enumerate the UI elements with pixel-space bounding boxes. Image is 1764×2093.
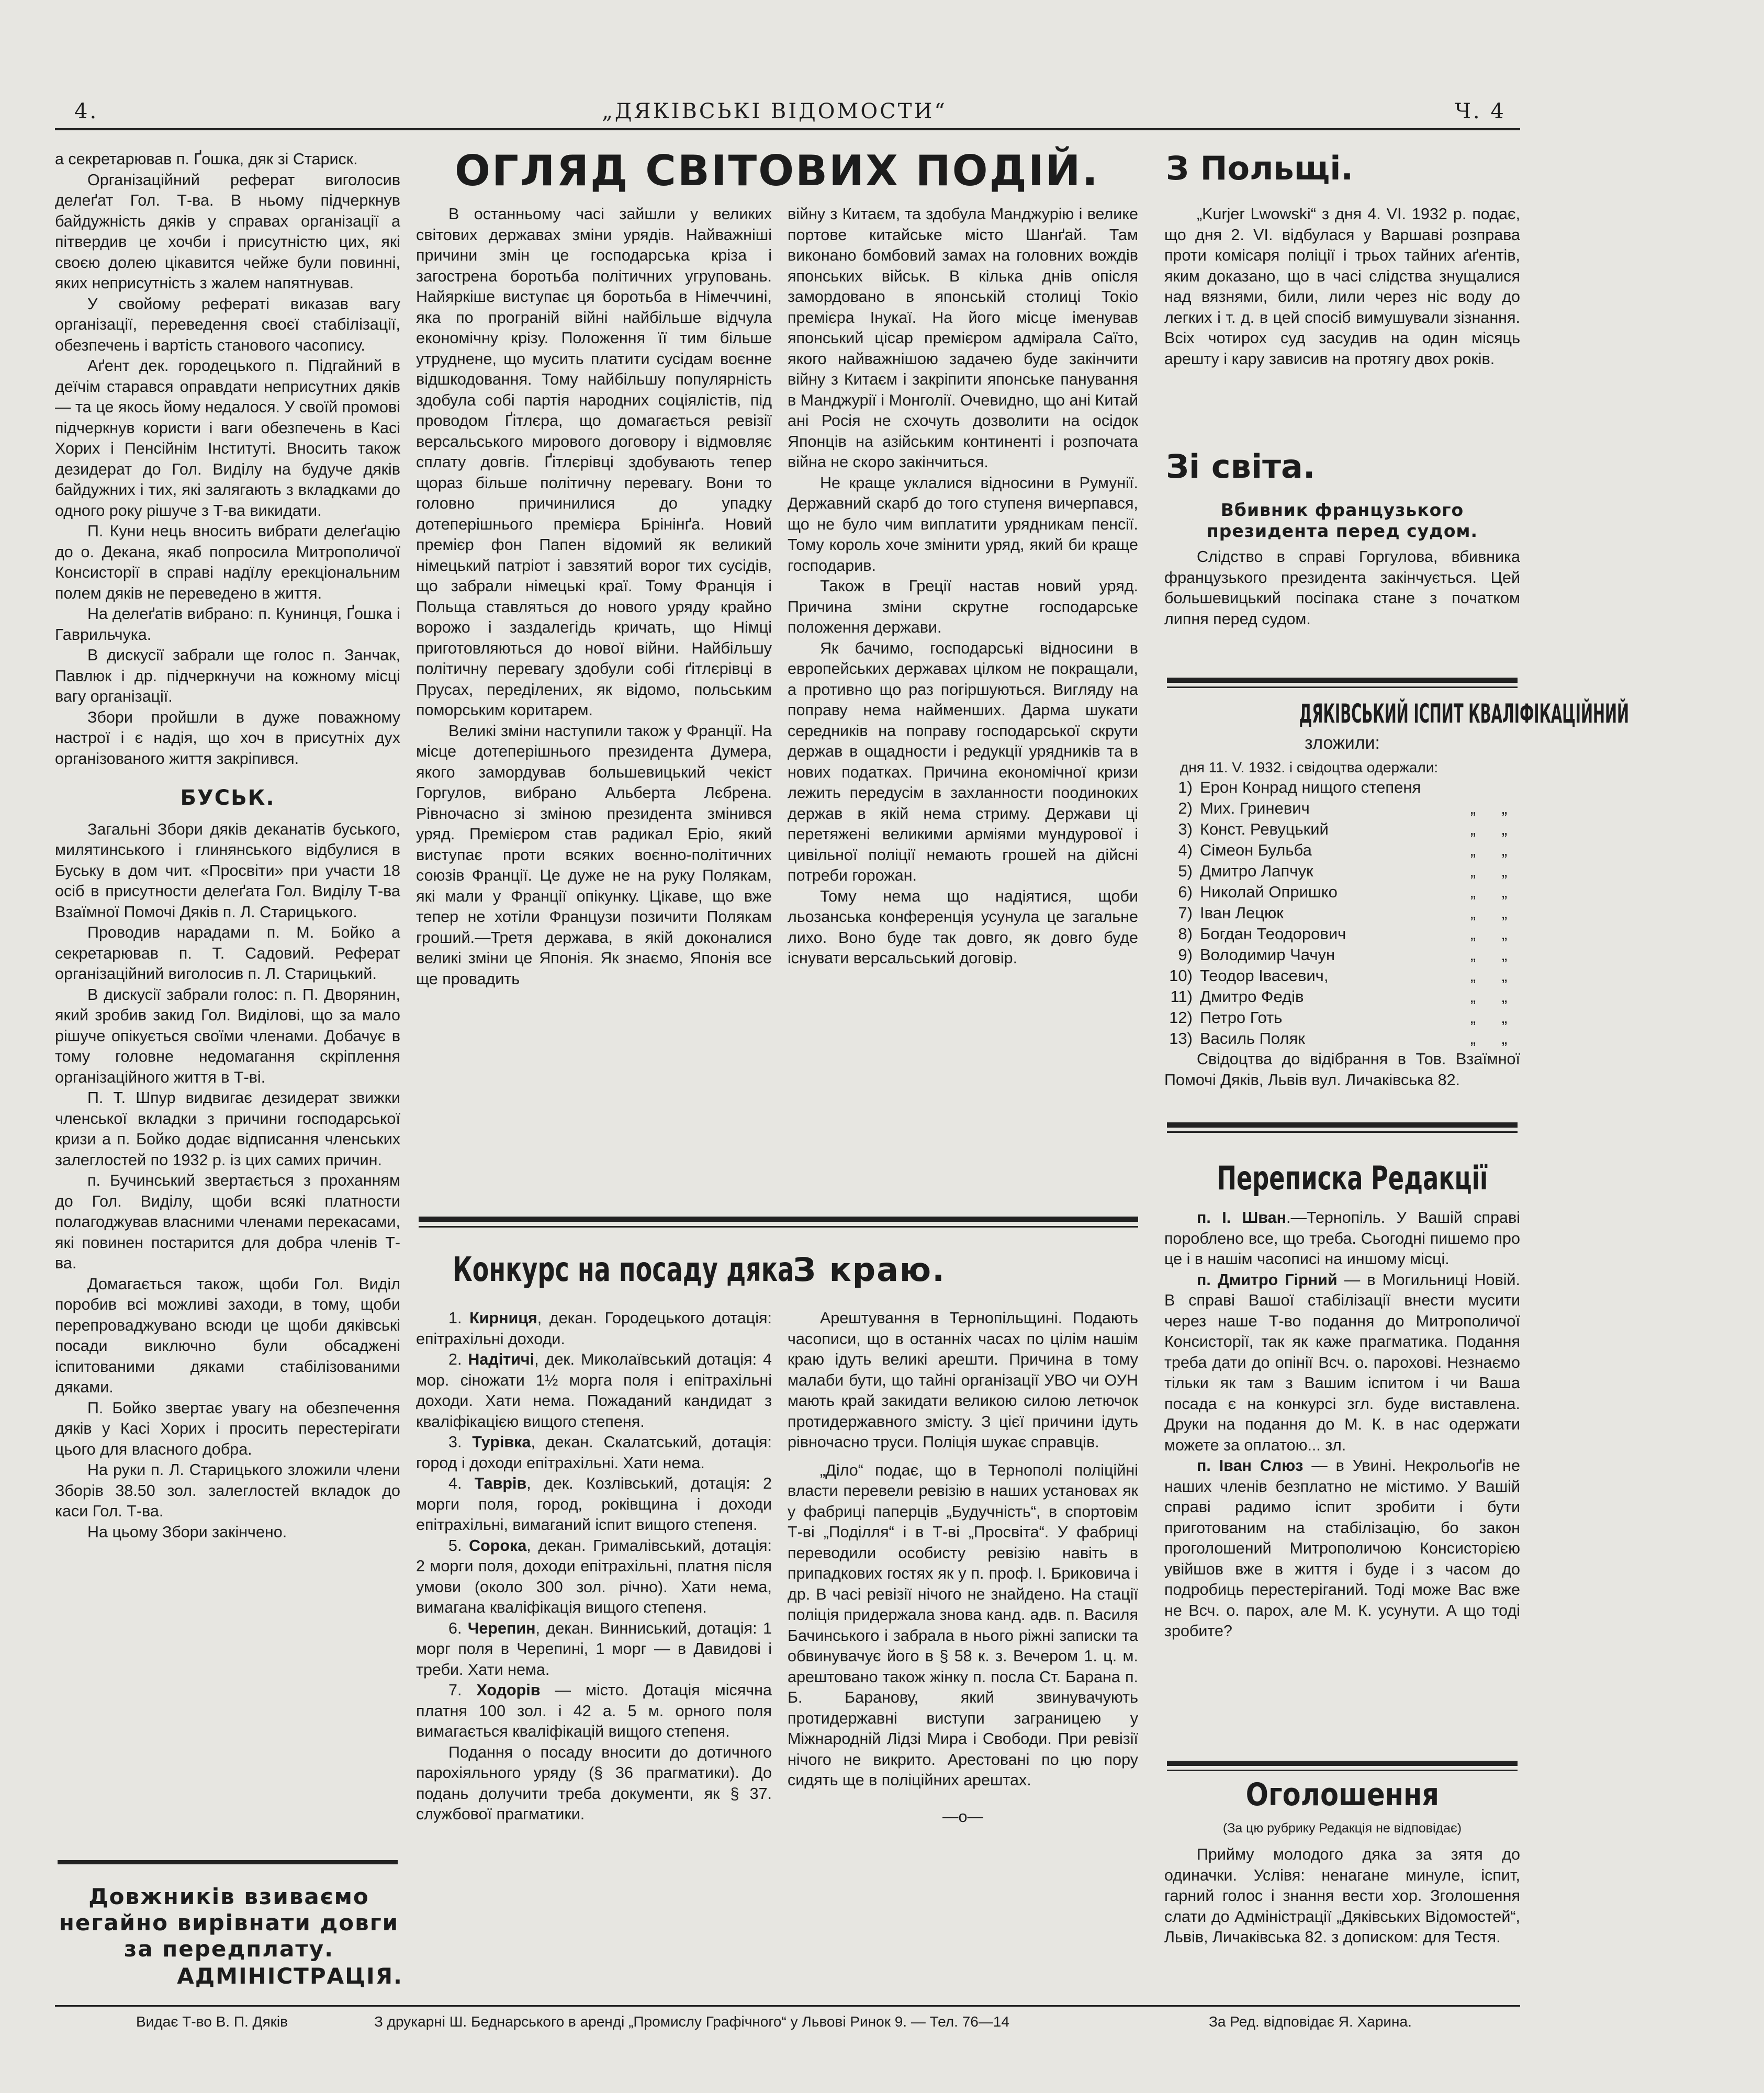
contest-item: 5. Сорока, декан. Грималівський, дотація: 2 морги поля, доходи епітрахільні, платня після умови (около 300 зол. річно). Хати нема, вимагана кваліфікація вищого степеня.: [416, 1536, 772, 1616]
paragraph: Збори пройшли в дуже поважному настрої і є надія, що хоч в присутніх дух організованого життя закріпився.: [55, 708, 400, 768]
exam-list-item: 2) Мих. Гриневич „ „: [1178, 799, 1508, 817]
paragraph: „Діло“ подає, що в Тернополі поліційні власти перевели ревізію в наших установах як у фабриці паперців „Будучність“, в спортовім Т-ві „Поділля“ і в Т-ві „Просвіта“. У фабриці переводили особисту ревізію навіть в припадкових гостях як у п. проф. І. Бриковича і др. В часі ревізії нічого не знайдено. На стації поліція придержала знова канд. адв. п. Василя Бачинського і забрала в нього ріжні записки та обвинувачує його в § 58 к. з. Вечером 1. ц. м. арештовано також жінку п. посла Ст. Барана п. Б. Баранову, який звинувачують протидержавні виступи заграницею у Міжнародній Лідзі Мира і Свободи. При ревізії нічого не викрито. Арестовані по цю пору сидять ще в поліційних арештах.: [788, 1461, 1138, 1789]
correspondence-column: [1164, 1208, 1520, 1642]
newspaper-title: „ДЯКІВСЬКІ ВІДОМОСТИ“: [602, 99, 947, 123]
paragraph: На делеґатів вибрано: п. Кунинця, Ґошка і Гаврильчука.: [55, 605, 400, 644]
world-events-title: ОГЛЯД СВІТОВИХ ПОДІЙ.: [455, 147, 1099, 195]
paragraph: Тому нема що надіятися, щоби льозанська конференція усунула це загальне лихо. Воно буде так довго, як довго буде існувати версальський договір.: [788, 887, 1138, 967]
contest-item: 3. Турівка, декан. Скалатський, дотація: город і доходи епітрахільні. Хати нема.: [416, 1433, 772, 1472]
exam-list-item: 5) Дмитро Лапчук „ „: [1178, 862, 1508, 880]
paragraph: Свідоцтва до відібрання в Тов. Взаїмної Помочі Дяків, Львів вул. Личаківська 82.: [1164, 1050, 1520, 1089]
exam-list-item: 6) Николай Опришко „ „: [1178, 883, 1508, 901]
paragraph: П. Т. Шпур видвигає дезидерат звижки членської вкладки з причини господарської кризи а п. Бойко додає відписання членських залеглостей по 1932 р. із цих самих причин.: [55, 1089, 400, 1169]
footer-editor: За Ред. відповідає Я. Харина.: [1209, 2013, 1412, 2030]
paragraph: Прийму молодого дяка за зятя до одиначки. Услівя: ненагане минуле, іспит, гарний голос і знання вести хор. Зголошення слати до Адміністрації „Дяківських Відомостей“, Львів, Личаківська 82. з дописком: для Тестя.: [1164, 1846, 1520, 1946]
paragraph: Подання о посаду вносити до дотичного парохіяльного уряду (§ 36 прагматики). До подань долучити треба документи, як § 37. службової прагматики.: [416, 1743, 772, 1823]
exam-rule-bottom: [1167, 1122, 1518, 1128]
paragraph: П. Куни нець вносить вибрати делеґацію до о. Декана, якаб попросила Митрополичої Консисторії в справі надїлу ерекціональним полем дяків не переведено в життя.: [55, 522, 400, 602]
poland-text: [1164, 204, 1520, 369]
poland-title: З Польщі.: [1166, 149, 1354, 187]
region-column: [788, 1308, 1138, 1827]
exam-list-item: 7) Іван Лецюк „ „: [1178, 904, 1508, 922]
busk-heading: БУСЬК.: [180, 786, 275, 810]
paragraph: „Kurjer Lwowski“ з дня 4. VI. 1932 р. подає, що дня 2. VI. відбулася у Варшаві розправа проти комісаря поліції і трьох тайних аґентів, яким доказано, що в часі слідства знущалися над вязнями, били, лили через ніс воду до легких і т. д. в цей спосіб вимушували зізнання. Всіх чотирох суд засудив на один місяць арешту і кару зависив на протягу двох років.: [1164, 205, 1520, 368]
debt-appeal: Довжників взиваємо негайно вирівнати довги за передплату.: [59, 1884, 399, 1962]
exam-note: [1164, 1049, 1520, 1090]
paragraph: війну з Китаєм, та здобула Манджурію і велике портове китайське місто Шанґай. Там виконано бомбовий замах на головних вождів японських військ. В кілька днів опісля замордовано в японській столиці Токіо премієра Інукаї. На його місце іменував японський цісар премієром адмірала Саїто, якого найважнішою задачею буде закінчити війну з Китаєм і закріпити японське панування в Манджурії і Монголії. Очевидно, що ані Китай ані Росія не схочуть дозволити на осідок Японців на азійським континенті і розпочата війна не скоро закінчиться.: [788, 205, 1138, 471]
footer-printer: З друкарні Ш. Беднарського в аренді „Промислу Графічного“ у Львові Ринок 9. — Тел. 76—14: [374, 2013, 1009, 2030]
paragraph: В дискусії забрали ще голос п. Занчак, Павлюк і др. підчеркнучи на кожному місці вагу організації.: [55, 646, 400, 705]
exam-title: ДЯКІВСЬКИЙ ІСПИТ КВАЛІФІКАЦІЙНИЙ: [1299, 699, 1630, 729]
contest-item: 2. Надітичі, дек. Миколаївський дотація: 4 мор. сіножати 1½ морга поля і епітрахільні доходи. Хати нема. Пожаданий кандидат з кваліфікацією вищого степеня.: [416, 1351, 772, 1431]
exam-list-item: 3) Конст. Ревуцький „ „: [1178, 820, 1508, 838]
paragraph: Не краще уклалися відносини в Румунії. Державний скарб до того ступеня вичерпався, що не було чим виплатити урядникам пенсії. Тому король хоче змінити уряд, який би краще господарив.: [788, 474, 1138, 575]
correspondence-title: Переписка Редакції: [1217, 1159, 1488, 1197]
contest-item: 1. Кирниця, декан. Городецького дотація: епітрахільні доходи.: [416, 1309, 772, 1348]
exam-rule-top-thin: [1167, 687, 1518, 688]
exam-list-item: 8) Богдан Теодорович „ „: [1178, 925, 1508, 943]
paragraph: Великі зміни наступили також у Франції. На місце дотеперішнього президента Думера, якого замордував большевицький чекіст Горгулов, вибрано Альберта Лєбрена. Рівночасно зі зміною президента змінився уряд. Премієром став радикал Еріо, який виступає проти всяких воєнно-політичних союзів Франції. Це дуже не на руку Полякам, які мали у Франції опікунку. Цікаве, що вже тепер не хотіли Французи позичити Полякам гроший.—Третя держава, в якій доконалися великі зміни це Японія. Як знаємо, Японія все ще провадить: [416, 722, 772, 988]
world-bottom-rule-thin: [419, 1226, 1138, 1228]
region-title: З краю.: [793, 1251, 946, 1289]
world-news-text: [1164, 547, 1520, 629]
column-left: [55, 149, 400, 1543]
exam-list-item: 1) Ерон Конрад нищого степеня: [1178, 778, 1421, 796]
exam-subtitle: зложили:: [1305, 733, 1380, 753]
exam-list: [1164, 777, 1520, 1049]
exam-list-item: 4) Сімеон Бульба „ „: [1178, 841, 1508, 859]
world-col-a: [416, 204, 772, 989]
appeal-rule: [58, 1860, 398, 1864]
paragraph: Проводив нарадами п. М. Бойко а секретарював п. Т. Садовий. Реферат організаційний виголосив п. Л. Старицький.: [55, 924, 400, 983]
paragraph: Домагається також, щоби Гол. Виділ поробив всі можливі заходи, в тому, щоби перепроваджувано всюди це щоби дяківські посади виключно були обсаджені іспитованими дяками стабілізованими дяками.: [55, 1275, 400, 1396]
ads-rule-thin: [1167, 1770, 1518, 1771]
header-rule: [55, 128, 1520, 130]
ads-title: Оголошення: [1245, 1776, 1439, 1813]
ads-title-wrap: [1164, 1776, 1520, 1813]
exam-list-item: 9) Володимир Чачун „ „: [1178, 946, 1508, 964]
paragraph: Організаційний реферат виголосив делеґат Гол. Т-ва. В ньому підчеркнув байдужність дяків у справах організації а пітвердив це хочби і присутністю цих, які своєю долею цікавится чейже були повинні, яких неприсутність з жалем напятнував.: [55, 171, 400, 292]
correspondence-item: п. Іван Слюз — в Увині. Некрольоґів не наших членів безплатно не містимо. У Вашій справі радимо іспит зробити і бути приготованим на стабілізацію, бо закон проголошений Митрополичою Консисторією увійшов вже в життя і буде і з часом до подробиць перестеріганий. Тоді може Вас вже не Всч. о. парох, але М. К. усунути. А що тоді зробите?: [1164, 1457, 1520, 1640]
ads-note: (За цю рубрику Редакція не відповідає): [1222, 1821, 1462, 1836]
paragraph: Також в Греції настав новий уряд. Причина зміни скрутне господарське положення держави.: [788, 577, 1138, 636]
world-col-b: [788, 204, 1138, 969]
correspondence-item: п. Дмитро Гірний — в Могильниці Новій. В справі Вашої стабілізації внести мусити через наше Т-во подання до Митрополичої Консисторії, так як каже прагматика. Подання треба дати до опінії Всч. о. парохові. Незнаємо тільки як там з Вашим іспитом і чи Ваша посада є на конкурсі згл. буде виставлена. Друки на подання до М. К. в нас одержати можете за оплатою... зл.: [1164, 1270, 1521, 1454]
contest-column: [416, 1308, 772, 1825]
exam-rule-bottom-thin: [1167, 1131, 1518, 1133]
paragraph: П. Бойко звертає увагу на обезпечення дяків у Касі Хорих і просить перестерігати цього для власного добра.: [55, 1399, 400, 1458]
paragraph: В останньому часі зайшли у великих світових державах зміни урядів. Найважніші причини змін це господарська кріза і загострена боротьба політичних угруповань. Найяркіше виступає ця боротьба в Німеччині, яка по програній війні найбільше відчула економічну крізу. Положення її тим більше утруднене, що мусить платити сусідам воєнне відшкодовання. Тому найбільшу популярність здобула собі партія народних соціялістів, під проводом Ґітлєра, що домагається ревізії версальського мирового договору і відмовляє сплату довгів. Ґітлєрівці здобувають тепер щораз більше політичну перевагу. Вони то головно причинилися до упадку дотеперішнього премієра Брінінґа. Новий премієр фон Папен відомий як великий німецький патріот і завзятий ворог тих сусідів, що забрали німецькі краї. Тому Франція і Польща ставляться до нового уряду крайно ворожо і заздалегідь кричать, що Німці приготовляються до нової війни. Найбільшу політичну перевагу здобули собі ґітлєрівці в Прусах, переділених, як відомо, польським поморським коритарем.: [416, 205, 772, 719]
paragraph: Як бачимо, господарські відносини в европейських державах цілком не покращали, а противно що раз погіршуються. Вигляду на поправу нема найменших. Дарма шукати середників на поправу господарської скрути держав в ощадности і редукції урядників та в нових податках. Причина економічної кризи лежить передусім в захланности поодиноких держав в якій нема стриму. Держави ці перетяжені великими арміями мундурової і цивільної поліції немають грошей на дійсні потреби горожан.: [788, 639, 1138, 884]
world-bottom-rule: [419, 1217, 1138, 1222]
exam-date: дня 11. V. 1932. і свідоцтва одержали:: [1180, 759, 1439, 775]
exam-title-wrap: [1164, 699, 1630, 729]
paragraph: На цьому Збори закінчено.: [87, 1523, 287, 1541]
ads-rule: [1167, 1761, 1518, 1766]
paragraph: На руки п. Л. Старицького зложили члени Зборів 38.50 зол. залеглостей вкладок до каси Гол. Т-ва.: [55, 1461, 400, 1520]
footer-rule: [55, 2005, 1520, 2007]
paragraph: У свойому рефераті виказав вагу організації, переведення своєї стабілізації, обезпечень і вартість станового часопису.: [55, 295, 400, 354]
separator: —о—: [942, 1807, 983, 1826]
paragraph: п. Бучинський звертається з проханням до Гол. Виділу, щоби всякі платности полагоджував власними членами перекасами, які повинен постарится для добра членів Т-ва.: [55, 1172, 400, 1272]
appeal-signature: АДМІНІСТРАЦІЯ.: [177, 1963, 403, 1989]
paragraph: Загальні Збори дяків деканатів буського, милятинського і глинянського відбулися в Буську в дом чит. «Просвіти» при участи 18 осіб в присутности делеґата Гол. Виділу Т-ва Взаїмної Помочі Дяків п. Л. Старицького.: [55, 820, 400, 921]
correspondence-title-wrap: [1164, 1159, 1520, 1197]
exam-rule-top: [1167, 678, 1518, 683]
issue-number: Ч. 4: [1455, 99, 1506, 123]
world-news-subtitle: Вбивник французького президента перед судом.: [1206, 500, 1478, 541]
contest-title: Конкурс на посаду дяка: [453, 1251, 794, 1289]
paragraph: В дискусії забрали голос: п. П. Дворянин, який зробив закид Гол. Виділові, що за мало рішуче опікується своїми членами. Добачує в тому головне недомагання скріплення організаційного життя в Т-ві.: [55, 985, 400, 1086]
world-news-title: Зі світа.: [1166, 447, 1316, 486]
correspondence-item: п. І. Шван.—Тернопіль. У Вашій справі пороблено все, що треба. Сьогодні пишемо про це і в нашім часописі на иншому місці.: [1164, 1209, 1520, 1268]
exam-list-item: 11) Дмитро Федів „ „: [1170, 987, 1508, 1006]
footer-publisher: Видає Т-во В. П. Дяків: [136, 2013, 288, 2030]
ads-column: [1164, 1844, 1520, 1948]
exam-list-item: 10) Теодор Івасевич, „ „: [1169, 966, 1508, 985]
exam-list-item: 13) Василь Поляк „ „: [1169, 1029, 1508, 1048]
page-number: 4.: [74, 99, 99, 123]
paragraph: Аґент дек. городецького п. Підгайний в деїчім старався оправдати неприсутних дяків — та це якось йому недалося. У своїй промові підчеркнув користи і ваги обезпечень в Касі Хорих і Пенсійнім Інституті. Вносить також дезидерат до Гол. Виділу на будуче дяків байдужних і тих, які залягають з вкладками до одного року рішуче з Т-ва викидати.: [55, 357, 400, 520]
exam-list-item: 12) Петро Готь „ „: [1169, 1008, 1508, 1027]
paragraph: Арештування в Тернопільщині. Подають часописи, що в останніх часах по цілім нашім краю ідуть великі арешти. Причина в тому малаби бути, що тайні організації УВО чи ОУН мають край закидати великою силою летючок протидержавного змісту. З цієї причини ідуть рівночасно труси. Поліція шукає справців.: [788, 1309, 1138, 1451]
paragraph: Слідство в справі Горгулова, вбивника французького президента закінчується. Цей большевицький посіпака стане з початком липня перед судом.: [1164, 548, 1520, 628]
contest-item: 4. Таврів, дек. Козлівський, дотація: 2 морги поля, город, роківщина і доходи епітрахільні, вимаганий іспит вищого степеня.: [416, 1475, 772, 1534]
contest-item: 6. Черепин, декан. Винниський, дотація: 1 морг поля в Черепині, 1 морг — в Давидові і треби. Хати нема.: [416, 1619, 772, 1679]
contest-item: 7. Ходорів — місто. Дотація місячна платня 100 зол. і 42 а. 5 м. орного поля вимагається кваліфікацій вищого степеня.: [416, 1681, 772, 1740]
paragraph: а секретарював п. Ґошка, дяк зі Стариск.: [55, 150, 358, 168]
